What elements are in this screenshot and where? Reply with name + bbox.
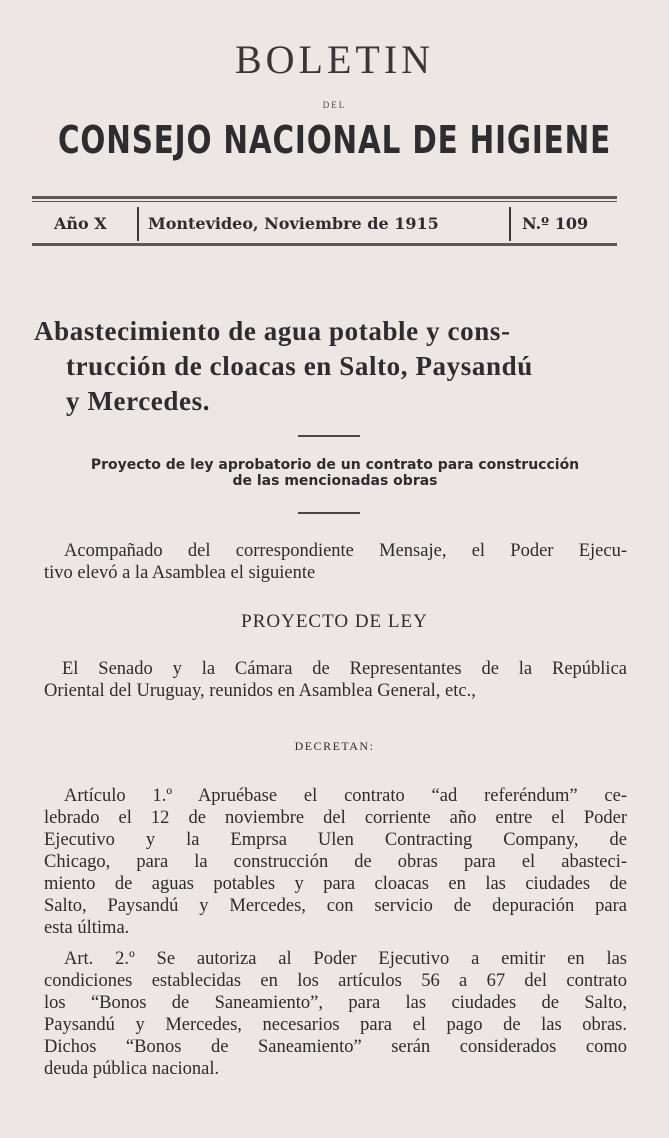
issue-bar (32, 203, 617, 243)
text-line: Art. 2.º Se autoriza al Poder Ejecutivo a emitir en las (64, 949, 627, 969)
text-line: Ejecutivo y la Emprsa Ulen Contracting Company, de (44, 830, 627, 850)
masthead-rule-bottom (32, 243, 617, 246)
proyecto-heading: PROYECTO DE LEY (241, 611, 428, 632)
text-line: Dichos “Bonos de Saneamiento” serán considerados como (44, 1037, 627, 1057)
issue-divider (509, 207, 511, 241)
text-line: esta última. (44, 918, 130, 938)
article-headline (34, 314, 624, 419)
subheading-line: de las mencionadas obras (232, 473, 438, 489)
issue-divider (137, 207, 139, 241)
text-line: El Senado y la Cámara de Representantes de la República (62, 659, 627, 679)
article-2-paragraph (44, 948, 627, 1080)
masthead-rule-top-thin (32, 201, 617, 202)
issue-number: N.º 109 (522, 214, 589, 233)
headline-line: y Mercedes. (66, 386, 211, 416)
text-line: tivo elevó a la Asamblea el siguiente (44, 563, 316, 583)
text-line: Acompañado del correspondiente Mensaje, el Poder Ejecu- (64, 541, 627, 561)
issue-year: Año X (54, 214, 107, 233)
decretan-heading: DECRETAN: (294, 739, 375, 753)
text-line: Oriental del Uruguay, reunidos en Asamblea General, etc., (44, 681, 476, 701)
subheading-line: Proyecto de ley aprobatorio de un contrato para construcción (90, 457, 580, 473)
intro-paragraph (44, 540, 627, 584)
section-divider (298, 512, 360, 514)
masthead-organization: CONSEJO NACIONAL DE HIGIENE (57, 118, 612, 162)
section-divider (298, 435, 360, 437)
masthead-title: BOLETIN (234, 37, 435, 82)
text-line: deuda pública nacional. (44, 1059, 220, 1079)
masthead-rule-top (32, 196, 617, 199)
preamble-paragraph (44, 658, 627, 702)
headline-line: Abastecimiento de agua potable y cons- (34, 316, 511, 346)
text-line: Salto, Paysandú y Mercedes, con servicio de depuración para (44, 896, 627, 916)
article-1-paragraph (44, 785, 627, 939)
issue-place-date: Montevideo, Noviembre de 1915 (148, 214, 439, 233)
text-line: miento de aguas potables y para cloacas en las ciudades de (44, 874, 627, 894)
text-line: lebrado el 12 de noviembre del corriente año entre el Poder (44, 808, 627, 828)
text-line: Artículo 1.º Apruébase el contrato “ad referéndum” ce- (64, 786, 627, 806)
headline-line: trucción de cloacas en Salto, Paysandú (66, 351, 533, 381)
text-line: Paysandú y Mercedes, necesarios para el pago de las obras. (44, 1015, 627, 1035)
masthead-del: DEL (322, 100, 347, 110)
text-line: Chicago, para la construcción de obras para el abasteci- (44, 852, 627, 872)
text-line: los “Bonos de Saneamiento”, para las ciudades de Salto, (44, 993, 627, 1013)
article-subheading (30, 457, 640, 489)
text-line: condiciones establecidas en los artículos 56 a 67 del contrato (44, 971, 627, 991)
